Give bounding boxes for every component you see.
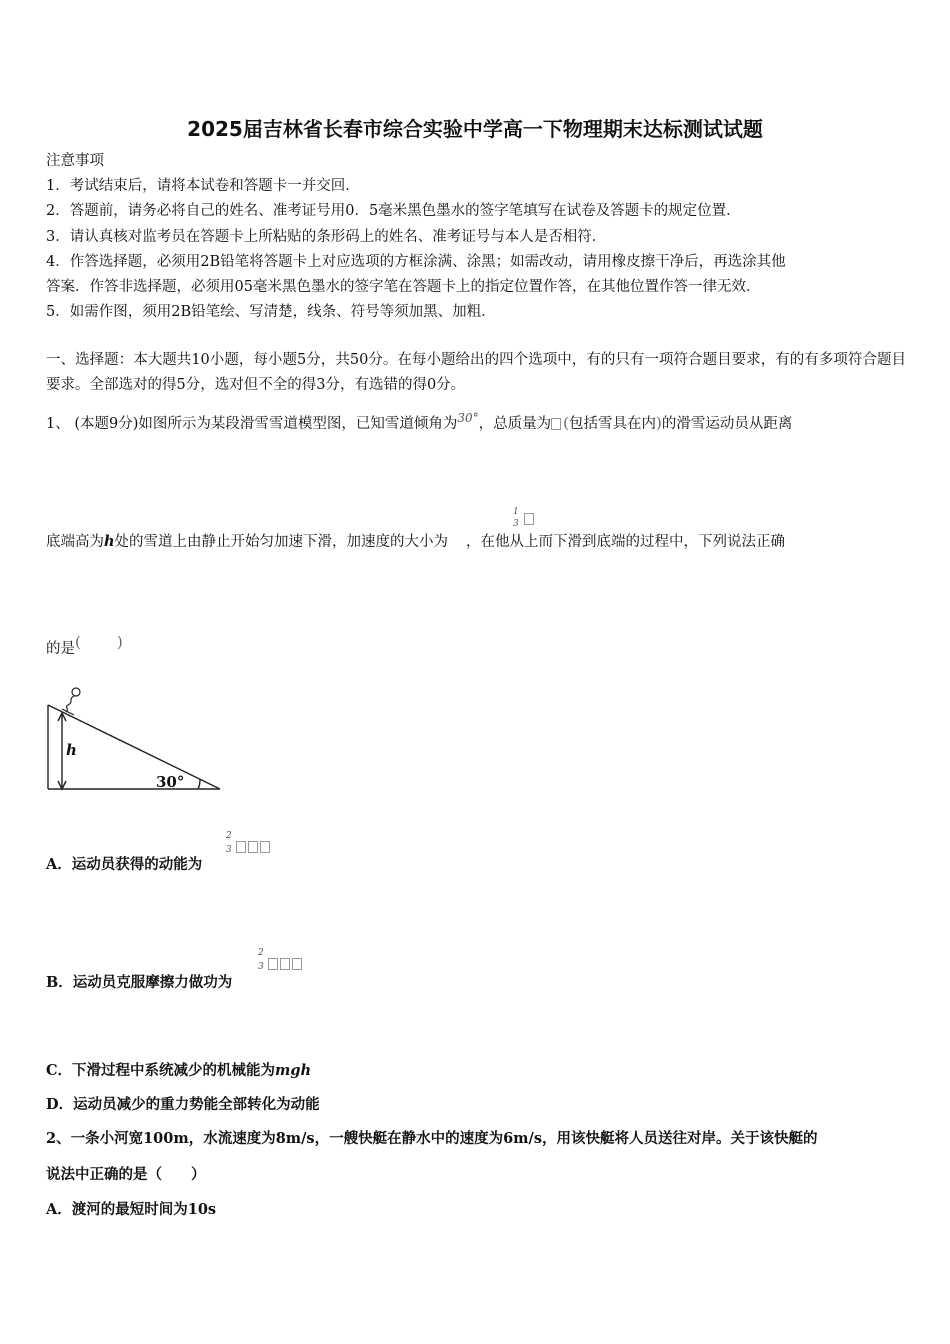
notice-item-1: 1．考试结束后，请将本试卷和答题卡一并交回． [46,178,360,194]
q1-option-d: D．运动员减少的重力势能全部转化为动能 [46,1096,320,1113]
notice-item-3: 3．请认真核对监考员在答题卡上所粘贴的条形码上的姓名、准考证号与本人是否相符． [46,229,607,245]
q1-option-c [46,1061,311,1081]
notice-item-4-cont: 答案．作答非选择题，必须用05毫米黑色墨水的签字笔在答题卡上的指定位置作答，在其他位置作答一律无效． [46,279,761,295]
page-title: 2025届吉林省长春市综合实验中学高一下物理期末达标测试试题 [187,117,763,141]
q1-text-a: 1、 (本题9分)如图所示为某段滑雪雪道模型图，已知雪道倾角为 [46,416,458,432]
q1-text-2a: 底端高为 [46,534,104,550]
q1-text-b: ，总质量为 [478,416,552,432]
q1-line-1: 1、 (本题9分)如图所示为某段滑雪雪道模型图，已知雪道倾角为$^{30^\circ}$，总质量为 (包括雪具在内)的滑雪运动员从距离 [46,411,793,432]
height-label: h [66,741,77,759]
q1-option-a: A．运动员获得的动能为 [46,856,203,873]
optB-missing-math [268,953,304,972]
q1-option-c-math: mgh [275,1062,312,1079]
q2-line-2: 说法中正确的是（ ） [46,1166,206,1183]
q1-line-3: 的是( ) [46,633,123,657]
optA-frac-num: 2 [226,831,232,841]
q1-text-d: 的滑雪运动员从距离 [661,416,793,432]
q1-h-var: h [104,533,115,550]
q1-line-2 [46,532,785,552]
angle-arc [198,779,200,789]
notice-item-5: 5．如需作图，须用2B铅笔绘、写清楚，线条、符号等须加黑、加粗． [46,304,496,320]
q1-text-3: 的是 [46,641,75,657]
angle-label: 30° [156,773,185,791]
q1-accel-frac-den: 3 [513,519,519,529]
q1-accel-frac-num: 1 [513,507,519,517]
missing-math-placeholder [551,418,561,430]
notice-item-2: 2．答题前，请务必将自己的姓名、准考证号用0．5毫米黑色墨水的签字笔填写在试卷及答题卡的规定位置． [46,203,741,219]
optB-frac-den: 3 [258,962,264,972]
q1-text-2c: ，在他从上而下滑到底端的过程中，下列说法正确 [466,534,786,550]
optA-frac-den: 3 [226,845,232,855]
q1-text-2b: 处的雪道上由静止开始匀加速下滑，加速度的大小为 [114,534,449,550]
q2-line-1: 2、一条小河宽100m，水流速度为8m/s，一艘快艇在静水中的速度为6m/s，用该快艇将人员送往对岸。关于该快艇的 [46,1130,818,1147]
section-1-instructions: 一、选择题：本大题共10小题，每小题5分，共50分。在每小题给出的四个选项中，有的只有一项符合题目要求，有的有多项符合题目要求。全部选对的得5分，选对但不全的得3分，有选错的得0分。 [46,352,906,393]
notice-heading: 注意事项 [46,153,104,169]
slope-diagram [40,683,230,795]
q2-option-a: A．渡河的最短时间为10s [46,1201,217,1218]
missing-math-placeholder [524,513,534,525]
q1-angle-image: 30° [457,411,479,425]
q1-text-c: 包括雪具在内 [569,416,657,432]
notice-item-4: 4．作答选择题，必须用2B铅笔将答题卡上对应选项的方框涂满、涂黑；如需改动，请用橡皮擦干净后，再选涂其他 [46,254,786,270]
optA-missing-math [236,836,272,855]
skier-figure [62,688,80,715]
q1-option-b: B．运动员克服摩擦力做功为 [46,974,233,991]
q1-option-c-text: C．下滑过程中系统减少的机械能为 [46,1062,276,1079]
optB-frac-num: 2 [258,948,264,958]
